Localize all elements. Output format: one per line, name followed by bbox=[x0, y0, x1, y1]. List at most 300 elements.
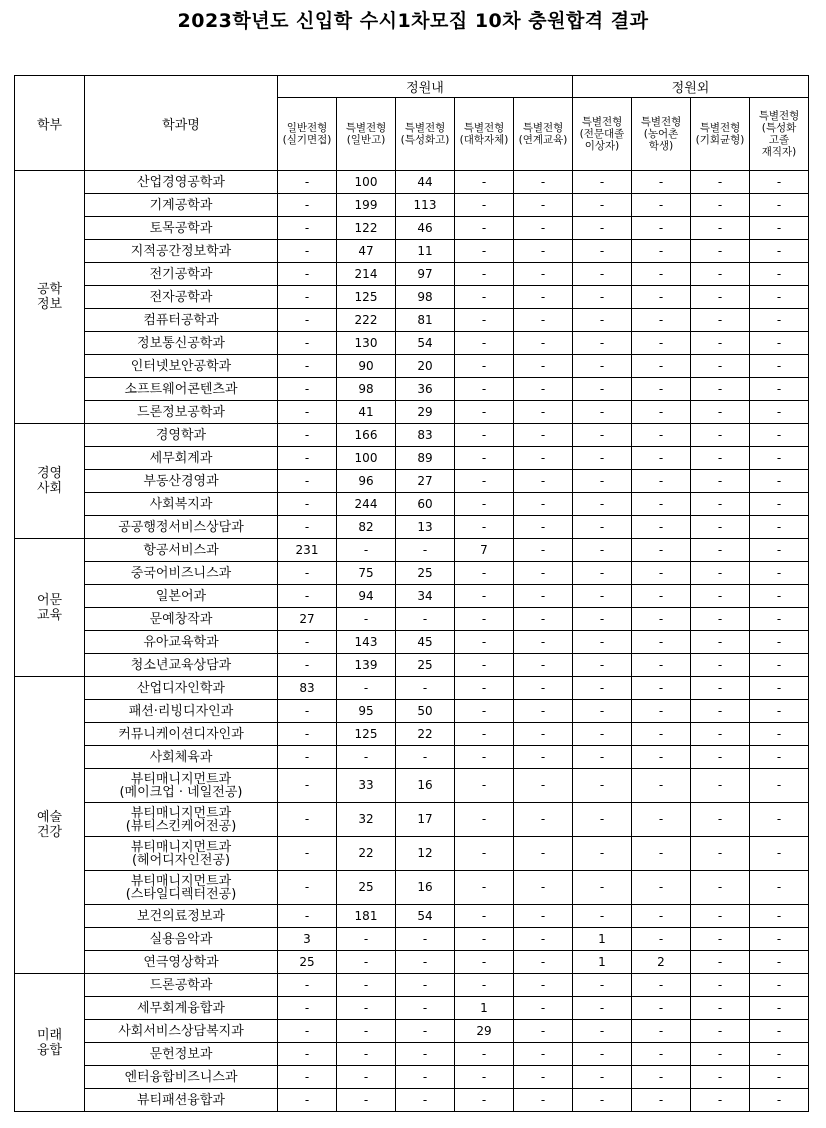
count-cell: 29 bbox=[396, 401, 455, 424]
table-row bbox=[15, 309, 809, 332]
count-cell: 122 bbox=[337, 217, 396, 240]
count-cell: - bbox=[691, 871, 750, 905]
count-cell: - bbox=[514, 470, 573, 493]
count-cell: - bbox=[278, 1020, 337, 1043]
count-cell: 166 bbox=[337, 424, 396, 447]
count-cell: 25 bbox=[278, 951, 337, 974]
dept-name-cell bbox=[85, 332, 278, 355]
dept-name-cell bbox=[85, 516, 278, 539]
dept-name-line: (헤어디자인전공) bbox=[131, 852, 231, 868]
count-cell: - bbox=[573, 171, 632, 194]
table-row bbox=[15, 837, 809, 871]
count-cell: - bbox=[632, 803, 691, 837]
count-cell: - bbox=[278, 263, 337, 286]
count-cell: - bbox=[691, 1066, 750, 1089]
count-cell: - bbox=[455, 746, 514, 769]
dept-name-cell bbox=[85, 171, 278, 194]
count-cell: 16 bbox=[396, 769, 455, 803]
admission-type-header bbox=[632, 98, 691, 171]
table-row bbox=[15, 194, 809, 217]
table-row bbox=[15, 803, 809, 837]
count-cell: - bbox=[691, 562, 750, 585]
count-cell: - bbox=[750, 424, 809, 447]
table-row bbox=[15, 171, 809, 194]
count-cell: - bbox=[750, 974, 809, 997]
count-cell: - bbox=[691, 700, 750, 723]
dept-name-cell bbox=[85, 1089, 278, 1112]
count-cell: - bbox=[573, 997, 632, 1020]
count-cell: - bbox=[632, 871, 691, 905]
header-line: 재직자) bbox=[761, 146, 797, 158]
count-cell: - bbox=[573, 905, 632, 928]
count-cell: 75 bbox=[337, 562, 396, 585]
dept-name-line: 드론공학과 bbox=[149, 977, 213, 993]
count-cell: - bbox=[632, 677, 691, 700]
count-cell: 12 bbox=[396, 837, 455, 871]
count-cell: - bbox=[573, 240, 632, 263]
count-cell: - bbox=[455, 928, 514, 951]
count-cell: - bbox=[455, 286, 514, 309]
count-cell: - bbox=[455, 470, 514, 493]
dept-name-line: 문헌정보과 bbox=[149, 1046, 213, 1062]
count-cell: - bbox=[573, 470, 632, 493]
header-line: (특성화 bbox=[761, 122, 797, 134]
table-row bbox=[15, 871, 809, 905]
count-cell: - bbox=[278, 401, 337, 424]
count-cell: - bbox=[514, 171, 573, 194]
dept-name-cell bbox=[85, 263, 278, 286]
count-cell: - bbox=[573, 516, 632, 539]
count-cell: - bbox=[750, 723, 809, 746]
count-cell: - bbox=[514, 746, 573, 769]
count-cell: - bbox=[750, 309, 809, 332]
table-row bbox=[15, 355, 809, 378]
count-cell: - bbox=[691, 286, 750, 309]
page-title: 2023학년도 신입학 수시1차모집 10차 충원합격 결과 bbox=[177, 10, 649, 32]
table-row bbox=[15, 263, 809, 286]
count-cell: - bbox=[750, 516, 809, 539]
count-cell: 125 bbox=[337, 286, 396, 309]
count-cell: - bbox=[573, 723, 632, 746]
count-cell: - bbox=[691, 723, 750, 746]
count-cell: - bbox=[750, 837, 809, 871]
count-cell: - bbox=[750, 470, 809, 493]
count-cell: - bbox=[278, 470, 337, 493]
count-cell: - bbox=[573, 217, 632, 240]
count-cell: - bbox=[632, 631, 691, 654]
count-cell: - bbox=[514, 447, 573, 470]
dept-name-line: 뷰티매니지먼트과 bbox=[130, 805, 232, 821]
count-cell: 95 bbox=[337, 700, 396, 723]
count-cell: - bbox=[750, 608, 809, 631]
count-cell: - bbox=[455, 1043, 514, 1066]
count-cell: - bbox=[691, 171, 750, 194]
count-cell: - bbox=[691, 516, 750, 539]
count-cell: - bbox=[691, 677, 750, 700]
table-row bbox=[15, 470, 809, 493]
count-cell: 1 bbox=[455, 997, 514, 1020]
table-row bbox=[15, 723, 809, 746]
table-row bbox=[15, 631, 809, 654]
count-cell: - bbox=[573, 355, 632, 378]
table-row bbox=[15, 769, 809, 803]
header-line: 특별전형 bbox=[758, 110, 800, 122]
table-row bbox=[15, 1066, 809, 1089]
count-cell: - bbox=[514, 905, 573, 928]
count-cell: - bbox=[455, 493, 514, 516]
count-cell: - bbox=[750, 677, 809, 700]
count-cell: - bbox=[750, 217, 809, 240]
count-cell: - bbox=[750, 631, 809, 654]
count-cell: - bbox=[455, 401, 514, 424]
division-name-line: 공학 bbox=[36, 282, 63, 297]
count-cell: - bbox=[278, 332, 337, 355]
count-cell: - bbox=[691, 240, 750, 263]
count-cell: - bbox=[632, 585, 691, 608]
admission-type-header bbox=[278, 98, 337, 171]
count-cell: - bbox=[632, 1066, 691, 1089]
count-cell: - bbox=[632, 470, 691, 493]
count-cell: - bbox=[514, 309, 573, 332]
count-cell: - bbox=[278, 769, 337, 803]
count-cell: - bbox=[632, 905, 691, 928]
count-cell: - bbox=[278, 562, 337, 585]
division-name-line: 사회 bbox=[36, 481, 63, 496]
dept-name-cell bbox=[85, 378, 278, 401]
count-cell: 81 bbox=[396, 309, 455, 332]
header-line: 특별전형 bbox=[463, 122, 505, 134]
count-cell: 60 bbox=[396, 493, 455, 516]
count-cell: - bbox=[632, 217, 691, 240]
count-cell: - bbox=[278, 447, 337, 470]
count-cell: - bbox=[514, 700, 573, 723]
count-cell: - bbox=[632, 516, 691, 539]
count-cell: - bbox=[632, 263, 691, 286]
count-cell: - bbox=[396, 1020, 455, 1043]
count-cell: - bbox=[691, 974, 750, 997]
dept-header: 학과명 bbox=[85, 76, 278, 171]
count-cell: - bbox=[750, 539, 809, 562]
count-cell: - bbox=[573, 1089, 632, 1112]
table-row bbox=[15, 905, 809, 928]
dept-name-line: 일본어과 bbox=[155, 588, 207, 604]
table-row bbox=[15, 677, 809, 700]
dept-name-line: 항공서비스과 bbox=[143, 542, 219, 558]
count-cell: - bbox=[632, 1089, 691, 1112]
dept-name-line: 지적공간정보학과 bbox=[130, 243, 232, 259]
count-cell: - bbox=[278, 378, 337, 401]
table-row bbox=[15, 1043, 809, 1066]
count-cell: 214 bbox=[337, 263, 396, 286]
count-cell: - bbox=[514, 401, 573, 424]
count-cell: - bbox=[514, 378, 573, 401]
quota-in-header: 정원내 bbox=[278, 76, 573, 98]
count-cell: - bbox=[396, 1043, 455, 1066]
count-cell: 1 bbox=[573, 951, 632, 974]
count-cell: - bbox=[750, 769, 809, 803]
dept-name-cell bbox=[85, 1020, 278, 1043]
header-line: (실기면접) bbox=[282, 134, 332, 146]
header-line: 이상자) bbox=[584, 140, 620, 152]
dept-name-line: 소프트웨어콘텐츠과 bbox=[124, 381, 238, 397]
count-cell: - bbox=[573, 837, 632, 871]
count-cell: - bbox=[337, 1043, 396, 1066]
count-cell: - bbox=[691, 803, 750, 837]
count-cell: - bbox=[455, 974, 514, 997]
count-cell: - bbox=[573, 974, 632, 997]
table-row bbox=[15, 240, 809, 263]
count-cell: - bbox=[750, 871, 809, 905]
count-cell: 22 bbox=[396, 723, 455, 746]
table-row bbox=[15, 286, 809, 309]
division-cell bbox=[15, 424, 85, 539]
count-cell: - bbox=[573, 1020, 632, 1043]
table-row bbox=[15, 401, 809, 424]
count-cell: 94 bbox=[337, 585, 396, 608]
count-cell: - bbox=[573, 677, 632, 700]
count-cell: - bbox=[278, 355, 337, 378]
count-cell: - bbox=[396, 928, 455, 951]
count-cell: 98 bbox=[396, 286, 455, 309]
dept-name-cell bbox=[85, 1043, 278, 1066]
count-cell: 96 bbox=[337, 470, 396, 493]
count-cell: - bbox=[337, 1089, 396, 1112]
count-cell: - bbox=[396, 539, 455, 562]
count-cell: - bbox=[573, 769, 632, 803]
count-cell: - bbox=[455, 723, 514, 746]
count-cell: - bbox=[573, 539, 632, 562]
count-cell: - bbox=[632, 240, 691, 263]
dept-name-cell bbox=[85, 723, 278, 746]
count-cell: - bbox=[632, 723, 691, 746]
count-cell: - bbox=[337, 951, 396, 974]
count-cell: - bbox=[396, 974, 455, 997]
count-cell: 113 bbox=[396, 194, 455, 217]
count-cell: - bbox=[278, 516, 337, 539]
count-cell: - bbox=[573, 378, 632, 401]
count-cell: - bbox=[514, 608, 573, 631]
division-name-line: 정보 bbox=[36, 297, 63, 312]
count-cell: 34 bbox=[396, 585, 455, 608]
count-cell: 50 bbox=[396, 700, 455, 723]
count-cell: 143 bbox=[337, 631, 396, 654]
count-cell: 13 bbox=[396, 516, 455, 539]
count-cell: - bbox=[573, 332, 632, 355]
count-cell: - bbox=[514, 837, 573, 871]
table-row bbox=[15, 539, 809, 562]
dept-name-line: 커뮤니케이션디자인과 bbox=[118, 726, 244, 742]
count-cell: - bbox=[514, 654, 573, 677]
table-row bbox=[15, 562, 809, 585]
count-cell: - bbox=[337, 974, 396, 997]
dept-name-line: 전기공학과 bbox=[149, 266, 213, 282]
count-cell: - bbox=[573, 447, 632, 470]
dept-name-cell bbox=[85, 654, 278, 677]
count-cell: - bbox=[455, 240, 514, 263]
count-cell: - bbox=[691, 309, 750, 332]
count-cell: - bbox=[455, 585, 514, 608]
dept-name-cell bbox=[85, 539, 278, 562]
count-cell: 89 bbox=[396, 447, 455, 470]
dept-name-cell bbox=[85, 769, 278, 803]
count-cell: - bbox=[632, 194, 691, 217]
count-cell: - bbox=[455, 871, 514, 905]
count-cell: - bbox=[632, 378, 691, 401]
count-cell: - bbox=[632, 1020, 691, 1043]
count-cell: - bbox=[750, 905, 809, 928]
dept-name-cell bbox=[85, 562, 278, 585]
count-cell: - bbox=[278, 631, 337, 654]
admission-type-header bbox=[337, 98, 396, 171]
dept-name-cell bbox=[85, 1066, 278, 1089]
table-row bbox=[15, 974, 809, 997]
count-cell: - bbox=[278, 905, 337, 928]
count-cell: - bbox=[514, 997, 573, 1020]
count-cell: - bbox=[750, 493, 809, 516]
count-cell: - bbox=[278, 171, 337, 194]
dept-name-cell bbox=[85, 286, 278, 309]
count-cell: - bbox=[455, 194, 514, 217]
dept-name-line: 보건의료정보과 bbox=[137, 908, 225, 924]
count-cell: - bbox=[750, 378, 809, 401]
count-cell: - bbox=[278, 286, 337, 309]
count-cell: - bbox=[514, 286, 573, 309]
count-cell: - bbox=[455, 562, 514, 585]
dept-name-line: 기계공학과 bbox=[149, 197, 213, 213]
count-cell: - bbox=[691, 997, 750, 1020]
admission-results-table bbox=[14, 75, 809, 1112]
count-cell: - bbox=[573, 654, 632, 677]
count-cell: - bbox=[691, 654, 750, 677]
count-cell: - bbox=[278, 424, 337, 447]
count-cell: - bbox=[750, 194, 809, 217]
dept-name-line: 청소년교육상담과 bbox=[130, 657, 232, 673]
count-cell: - bbox=[691, 928, 750, 951]
count-cell: - bbox=[573, 194, 632, 217]
dept-name-cell bbox=[85, 240, 278, 263]
count-cell: - bbox=[750, 746, 809, 769]
header-line: (대학자체) bbox=[459, 134, 509, 146]
count-cell: 16 bbox=[396, 871, 455, 905]
count-cell: - bbox=[573, 562, 632, 585]
count-cell: - bbox=[514, 263, 573, 286]
count-cell: - bbox=[691, 263, 750, 286]
dept-name-line: (스타일디렉터전공) bbox=[125, 886, 237, 902]
count-cell: - bbox=[750, 355, 809, 378]
count-cell: - bbox=[573, 631, 632, 654]
count-cell: 100 bbox=[337, 447, 396, 470]
count-cell: - bbox=[455, 516, 514, 539]
count-cell: - bbox=[750, 997, 809, 1020]
count-cell: 199 bbox=[337, 194, 396, 217]
count-cell: - bbox=[514, 871, 573, 905]
admission-type-header bbox=[514, 98, 573, 171]
count-cell: - bbox=[632, 309, 691, 332]
header-line: (일반고) bbox=[346, 134, 386, 146]
count-cell: - bbox=[514, 240, 573, 263]
count-cell: - bbox=[691, 608, 750, 631]
count-cell: 97 bbox=[396, 263, 455, 286]
dept-name-cell bbox=[85, 401, 278, 424]
table-row bbox=[15, 654, 809, 677]
count-cell: - bbox=[278, 974, 337, 997]
dept-name-cell bbox=[85, 194, 278, 217]
count-cell: - bbox=[514, 769, 573, 803]
count-cell: 98 bbox=[337, 378, 396, 401]
count-cell: - bbox=[514, 217, 573, 240]
count-cell: - bbox=[691, 493, 750, 516]
count-cell: - bbox=[691, 951, 750, 974]
dept-name-line: 드론정보공학과 bbox=[137, 404, 225, 420]
count-cell: - bbox=[573, 1066, 632, 1089]
count-cell: - bbox=[573, 803, 632, 837]
count-cell: - bbox=[337, 1066, 396, 1089]
count-cell: 82 bbox=[337, 516, 396, 539]
count-cell: - bbox=[514, 1066, 573, 1089]
count-cell: - bbox=[691, 1089, 750, 1112]
dept-name-cell bbox=[85, 424, 278, 447]
dept-name-cell bbox=[85, 997, 278, 1020]
count-cell: 32 bbox=[337, 803, 396, 837]
dept-name-line: 산업디자인학과 bbox=[137, 680, 225, 696]
count-cell: - bbox=[455, 654, 514, 677]
dept-name-cell bbox=[85, 928, 278, 951]
header-line: 일반전형 bbox=[286, 122, 328, 134]
count-cell: - bbox=[514, 677, 573, 700]
count-cell: - bbox=[455, 217, 514, 240]
count-cell: 222 bbox=[337, 309, 396, 332]
count-cell: - bbox=[691, 1043, 750, 1066]
admission-type-header bbox=[750, 98, 809, 171]
count-cell: - bbox=[573, 424, 632, 447]
count-cell: - bbox=[278, 585, 337, 608]
count-cell: 125 bbox=[337, 723, 396, 746]
table-row bbox=[15, 217, 809, 240]
count-cell: 29 bbox=[455, 1020, 514, 1043]
dept-name-cell bbox=[85, 470, 278, 493]
count-cell: 25 bbox=[396, 562, 455, 585]
count-cell: - bbox=[750, 332, 809, 355]
dept-name-line: 정보통신공학과 bbox=[137, 335, 225, 351]
count-cell: - bbox=[455, 769, 514, 803]
header-line: 특별전형 bbox=[522, 122, 564, 134]
count-cell: - bbox=[750, 1089, 809, 1112]
dept-name-cell bbox=[85, 871, 278, 905]
count-cell: - bbox=[278, 194, 337, 217]
count-cell: - bbox=[691, 585, 750, 608]
quota-out-header: 정원외 bbox=[573, 76, 809, 98]
dept-name-line: 경영학과 bbox=[155, 427, 207, 443]
count-cell: - bbox=[632, 286, 691, 309]
count-cell: - bbox=[750, 803, 809, 837]
count-cell: 44 bbox=[396, 171, 455, 194]
count-cell: 25 bbox=[396, 654, 455, 677]
table-row bbox=[15, 1089, 809, 1112]
count-cell: - bbox=[455, 951, 514, 974]
count-cell: - bbox=[278, 803, 337, 837]
count-cell: - bbox=[750, 263, 809, 286]
count-cell: 41 bbox=[337, 401, 396, 424]
count-cell: - bbox=[691, 470, 750, 493]
dept-name-line: 컴퓨터공학과 bbox=[143, 312, 219, 328]
table-row bbox=[15, 447, 809, 470]
count-cell: - bbox=[632, 974, 691, 997]
table-row bbox=[15, 746, 809, 769]
count-cell: - bbox=[632, 1043, 691, 1066]
count-cell: - bbox=[337, 1020, 396, 1043]
header-line: (특성화고) bbox=[400, 134, 450, 146]
count-cell: - bbox=[396, 1089, 455, 1112]
